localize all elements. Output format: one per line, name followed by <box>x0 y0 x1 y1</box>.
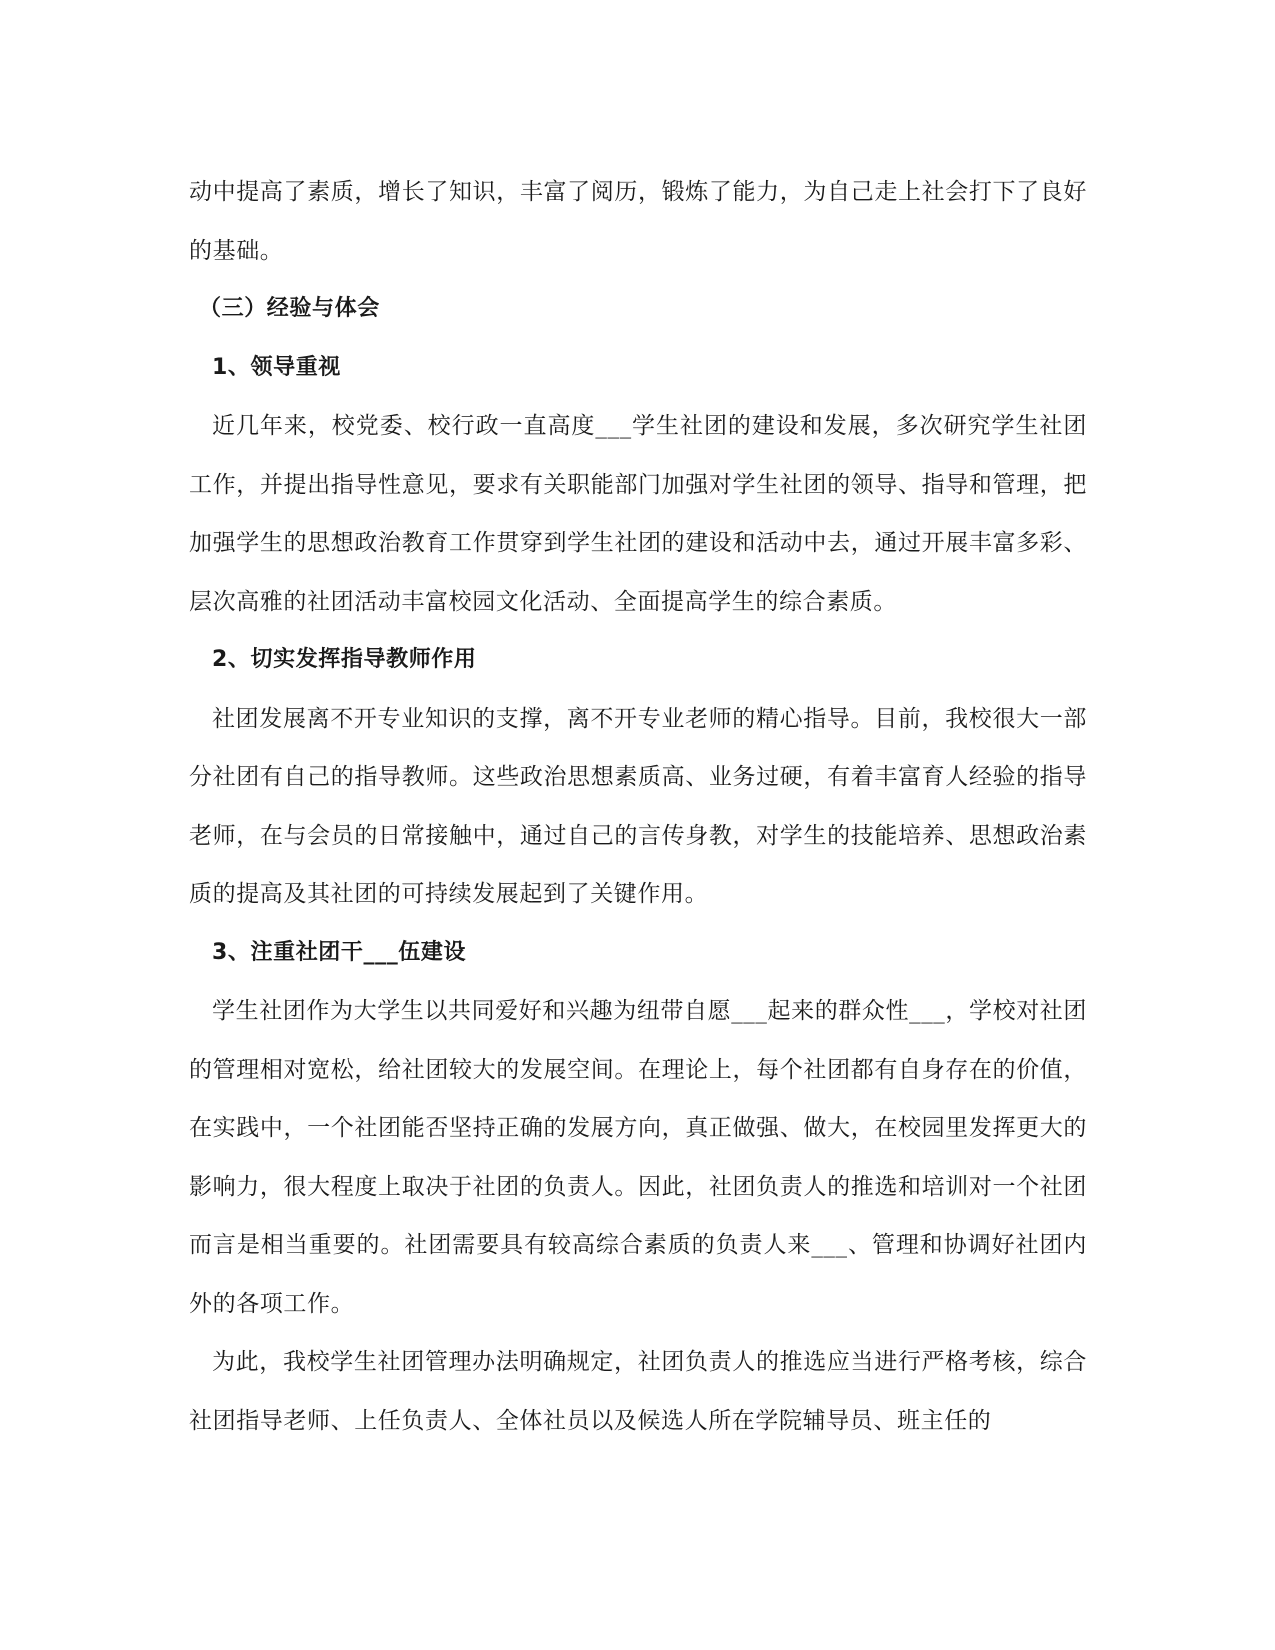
paragraph-leadership: 近几年来，校党委、校行政一直高度___学生社团的建设和发展，多次研究学生社团工作，并提出指导性意见，要求有关职能部门加强对学生社团的领导、指导和管理，把加强学生的思想政治教育工作贯穿到学生社团的建设和活动中去，通过开展丰富多彩、层次高雅的社团活动丰富校园文化活动、全面提高学生的综合素质。 <box>189 413 1087 615</box>
paragraph-continuation: 动中提高了素质，增长了知识，丰富了阅历，锻炼了能力，为自己走上社会打下了良好的基础。 <box>189 179 1087 264</box>
paragraph-cadre: 学生社团作为大学生以共同爱好和兴趣为纽带自愿___起来的群众性___，学校对社团的管理相对宽松，给社团较大的发展空间。在理论上，每个社团都有自身存在的价值，在实践中，一个社团能否坚持正确的发展方向，真正做强、做大，在校园里发挥更大的影响力，很大程度上取决于社团的负责人。因此，社团负责人的推选和培训对一个社团而言是相当重要的。社团需要具有较高综合素质的负责人来___、管理和协调好社团内外的各项工作。 <box>189 998 1087 1317</box>
paragraph-advisors: 社团发展离不开专业知识的支撑，离不开专业老师的精心指导。目前，我校很大一部分社团有自己的指导教师。这些政治思想素质高、业务过硬，有着丰富育人经验的指导老师，在与会员的日常接触中，通过自己的言传身教，对学生的技能培养、思想政治素质的提高及其社团的可持续发展起到了关键作用。 <box>189 705 1087 907</box>
subheading-cadre: 3、注重社团干___伍建设 <box>212 939 467 965</box>
subheading-leadership: 1、领导重视 <box>212 354 341 380</box>
subheading-advisors: 2、切实发挥指导教师作用 <box>212 647 477 672</box>
document-body <box>189 163 1087 1450</box>
section-heading-experience: （三）经验与体会 <box>199 296 380 321</box>
paragraph-selection: 为此，我校学生社团管理办法明确规定，社团负责人的推选应当进行严格考核，综合社团指导老师、上任负责人、全体社员以及候选人所在学院辅导员、班主任的 <box>189 1349 1087 1434</box>
